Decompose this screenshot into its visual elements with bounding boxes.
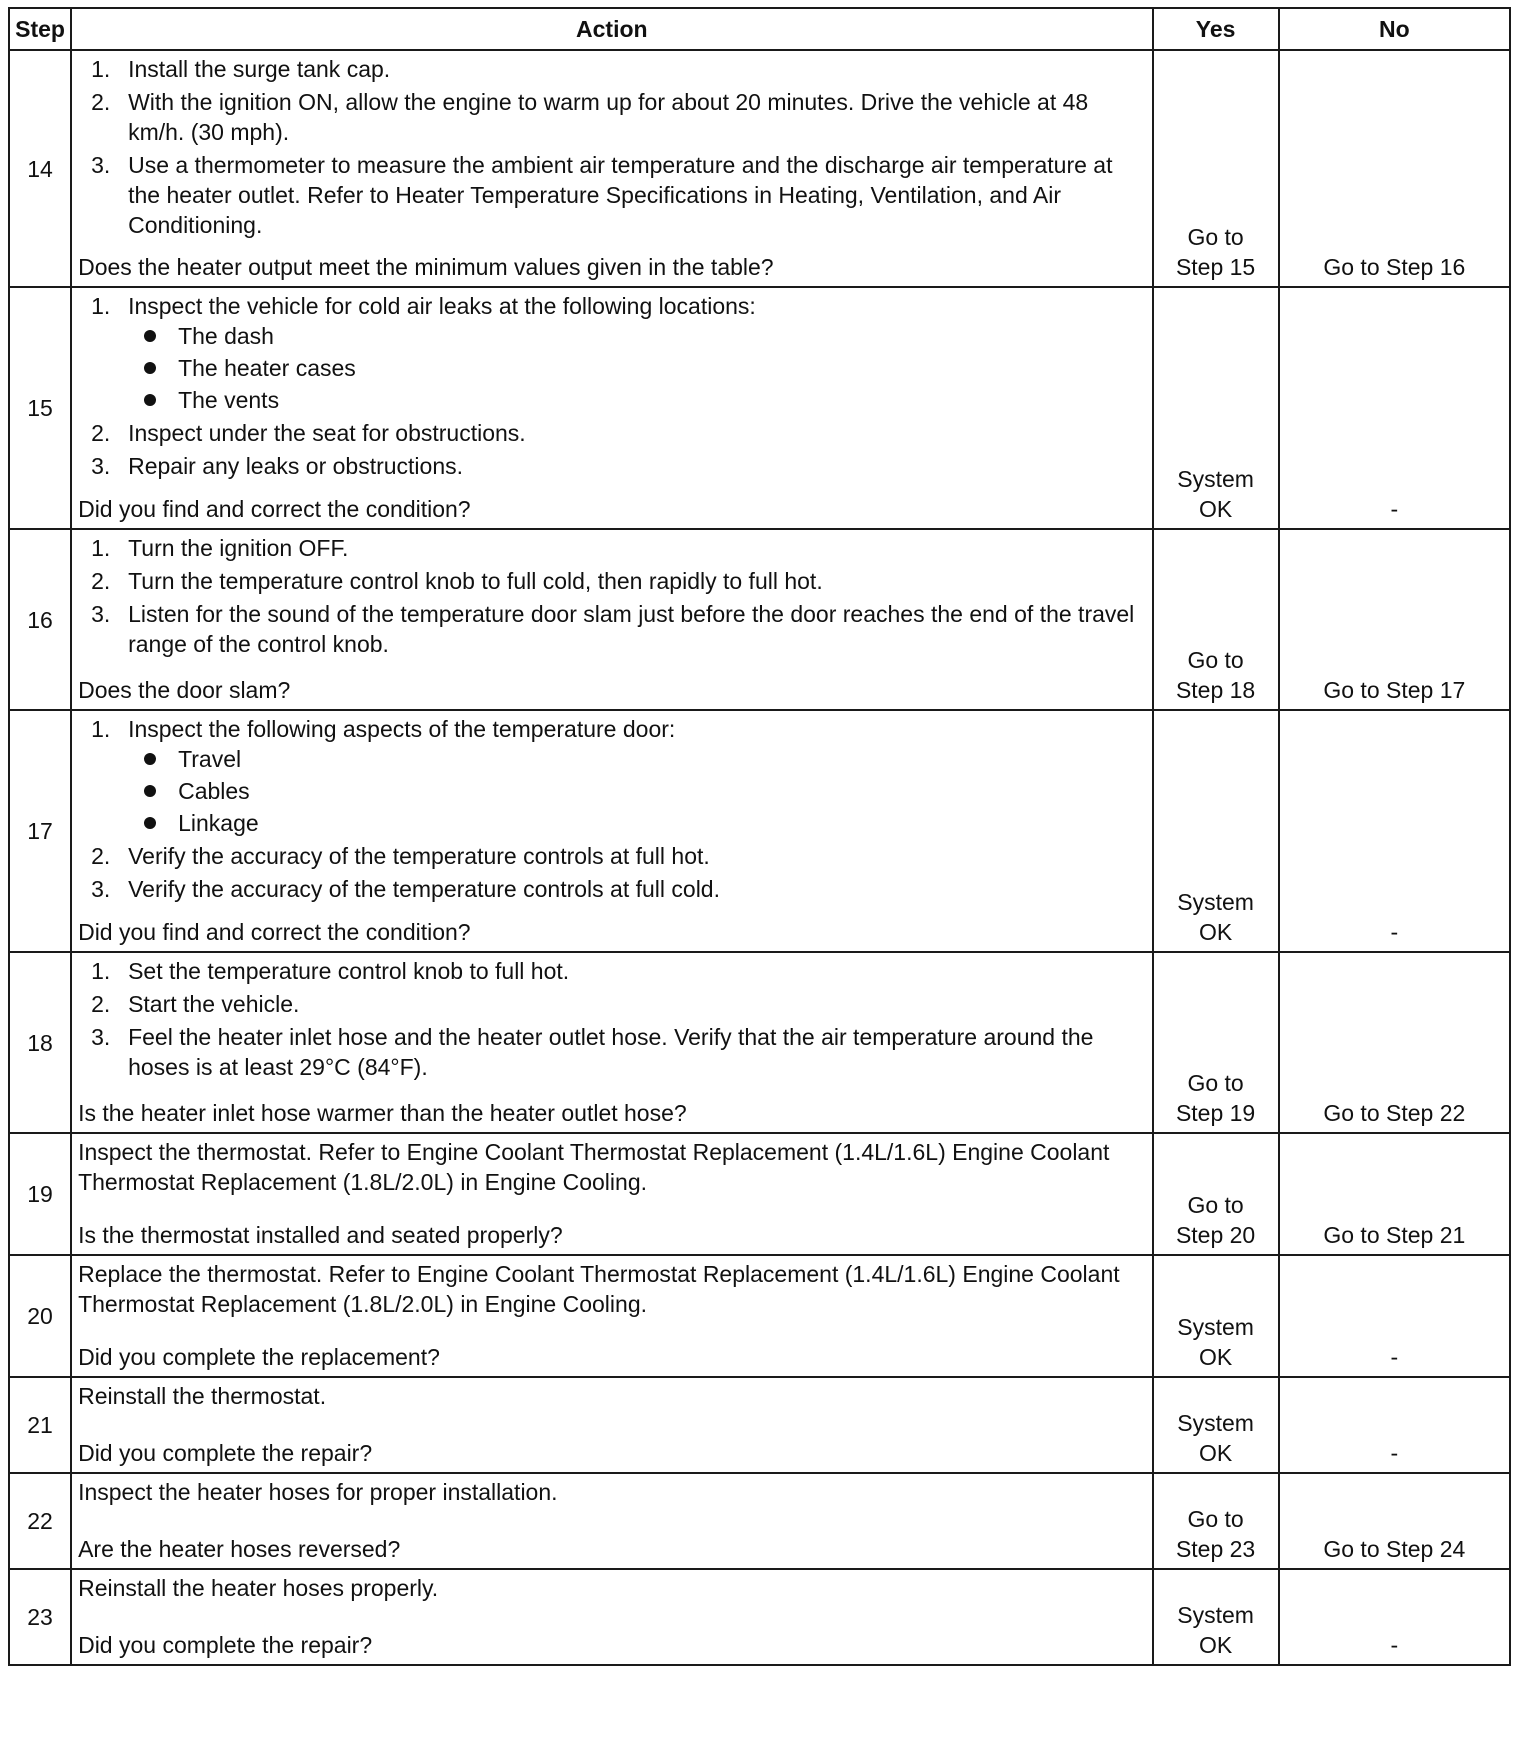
instruction-number: 3. xyxy=(91,601,111,627)
bullet-text: The heater cases xyxy=(178,355,356,381)
instruction-text: Turn the ignition OFF. xyxy=(128,535,349,561)
bullet-icon xyxy=(144,394,156,406)
table-row xyxy=(9,1473,1510,1569)
instruction-text: Inspect the following aspects of the temperature door: xyxy=(128,716,676,742)
header-action: Action xyxy=(71,8,1152,50)
instruction-text: Set the temperature control knob to full hot. xyxy=(128,958,570,984)
instruction-item xyxy=(78,841,1145,871)
instruction-item xyxy=(78,1022,1145,1082)
bullet-item xyxy=(128,385,1145,415)
instruction-item xyxy=(78,150,1145,240)
action-question: Are the heater hoses reversed? xyxy=(78,1536,401,1562)
instruction-number: 3. xyxy=(91,1024,111,1050)
action-cell xyxy=(71,1255,1152,1377)
bullet-text: Linkage xyxy=(178,810,259,836)
action-cell xyxy=(71,710,1152,952)
instruction-text: Feel the heater inlet hose and the heater outlet hose. Verify that the air temperature around the hoses is at least 29°C (84°F). xyxy=(128,1024,1094,1080)
step-number: 14 xyxy=(9,50,71,287)
bullet-item xyxy=(128,808,1145,838)
no-result: - xyxy=(1279,1569,1510,1665)
instruction-item xyxy=(78,291,1145,415)
instruction-text: Listen for the sound of the temperature door slam just before the door reaches the end of the travel range of the control knob. xyxy=(128,601,1135,657)
instruction-item xyxy=(78,874,1145,904)
instruction-text: Turn the temperature control knob to full cold, then rapidly to full hot. xyxy=(128,568,823,594)
yes-result: System OK xyxy=(1177,889,1254,945)
step-number: 21 xyxy=(9,1377,71,1473)
yes-result: Go to Step 19 xyxy=(1175,1070,1256,1126)
yes-cell xyxy=(1153,1133,1279,1255)
yes-result: Go to Step 20 xyxy=(1175,1192,1256,1248)
instruction-item xyxy=(78,54,1145,84)
yes-cell xyxy=(1153,710,1279,952)
instruction-number: 2. xyxy=(91,991,111,1017)
diagnostic-table xyxy=(8,7,1511,1666)
step-number: 16 xyxy=(9,529,71,710)
action-question: Did you complete the replacement? xyxy=(78,1344,440,1370)
bullet-item xyxy=(128,321,1145,351)
action-text: Replace the thermostat. Refer to Engine Coolant Thermostat Replacement (1.4L/1.6L) Engine Coolant Thermostat Replacement (1.8L/2.0L) in Engine Cooling. xyxy=(78,1261,1120,1317)
instruction-text: Start the vehicle. xyxy=(128,991,300,1017)
table-row xyxy=(9,287,1510,529)
instruction-number: 3. xyxy=(91,152,111,178)
instruction-item xyxy=(78,566,1145,596)
instruction-number: 3. xyxy=(91,876,111,902)
action-cell xyxy=(71,1569,1152,1665)
instruction-item xyxy=(78,533,1145,563)
no-result: Go to Step 24 xyxy=(1279,1473,1510,1569)
no-result: Go to Step 17 xyxy=(1279,529,1510,710)
instruction-item xyxy=(78,714,1145,838)
step-number: 23 xyxy=(9,1569,71,1665)
action-cell xyxy=(71,529,1152,710)
action-cell xyxy=(71,1133,1152,1255)
action-question: Did you complete the repair? xyxy=(78,1632,373,1658)
instruction-number: 2. xyxy=(91,420,111,446)
yes-result: System OK xyxy=(1177,1410,1254,1466)
action-cell xyxy=(71,952,1152,1133)
instruction-number: 1. xyxy=(91,56,111,82)
yes-result: System OK xyxy=(1177,466,1254,522)
yes-cell xyxy=(1153,1255,1279,1377)
action-text: Inspect the thermostat. Refer to Engine Coolant Thermostat Replacement (1.4L/1.6L) Engine Coolant Thermostat Replacement (1.8L/2.0L) in Engine Cooling. xyxy=(78,1139,1110,1195)
instruction-item xyxy=(78,989,1145,1019)
action-cell xyxy=(71,50,1152,287)
instruction-text: Verify the accuracy of the temperature controls at full cold. xyxy=(128,876,720,902)
instruction-text: Verify the accuracy of the temperature controls at full hot. xyxy=(128,843,710,869)
yes-result: Go to Step 18 xyxy=(1175,647,1256,703)
instruction-text: Repair any leaks or obstructions. xyxy=(128,453,464,479)
step-number: 17 xyxy=(9,710,71,952)
step-number: 22 xyxy=(9,1473,71,1569)
yes-cell xyxy=(1153,1569,1279,1665)
instruction-list xyxy=(78,956,1145,1082)
no-result: Go to Step 16 xyxy=(1279,50,1510,287)
bullet-item xyxy=(128,776,1145,806)
instruction-item xyxy=(78,451,1145,481)
bullet-item xyxy=(128,353,1145,383)
bullet-item xyxy=(128,744,1145,774)
bullet-icon xyxy=(144,330,156,342)
action-question: Does the door slam? xyxy=(78,677,291,703)
yes-result: System OK xyxy=(1177,1314,1254,1370)
instruction-list xyxy=(78,714,1145,904)
bullet-text: The dash xyxy=(178,323,274,349)
instruction-item xyxy=(78,87,1145,147)
yes-cell xyxy=(1153,529,1279,710)
instruction-text: Inspect under the seat for obstructions. xyxy=(128,420,526,446)
no-result: - xyxy=(1279,287,1510,529)
action-text: Reinstall the thermostat. xyxy=(78,1383,327,1409)
no-result: - xyxy=(1279,1255,1510,1377)
instruction-item xyxy=(78,956,1145,986)
action-question: Is the thermostat installed and seated properly? xyxy=(78,1222,563,1248)
yes-cell xyxy=(1153,1377,1279,1473)
instruction-list xyxy=(78,291,1145,481)
yes-cell xyxy=(1153,1473,1279,1569)
instruction-list xyxy=(78,533,1145,659)
action-question: Does the heater output meet the minimum values given in the table? xyxy=(78,254,774,280)
yes-cell xyxy=(1153,287,1279,529)
table-header-row xyxy=(9,8,1510,50)
bullet-text: Cables xyxy=(178,778,250,804)
step-number: 15 xyxy=(9,287,71,529)
instruction-text: Install the surge tank cap. xyxy=(128,56,391,82)
yes-result: Go to Step 23 xyxy=(1175,1506,1256,1562)
table-row xyxy=(9,1569,1510,1665)
instruction-text: Inspect the vehicle for cold air leaks at the following locations: xyxy=(128,293,756,319)
instruction-number: 1. xyxy=(91,716,111,742)
table-row xyxy=(9,50,1510,287)
bullet-text: Travel xyxy=(178,746,242,772)
no-result: - xyxy=(1279,1377,1510,1473)
instruction-number: 1. xyxy=(91,958,111,984)
action-cell xyxy=(71,287,1152,529)
instruction-text: Use a thermometer to measure the ambient air temperature and the discharge air temperature at the heater outlet. Refer to Heater Temperature Specifications in Heating, Ventilation, and Air Conditioning. xyxy=(128,152,1113,238)
table-row xyxy=(9,710,1510,952)
action-text: Reinstall the heater hoses properly. xyxy=(78,1575,439,1601)
instruction-list xyxy=(78,54,1145,240)
instruction-item xyxy=(78,418,1145,448)
action-question: Did you find and correct the condition? xyxy=(78,919,471,945)
yes-cell xyxy=(1153,952,1279,1133)
table-row xyxy=(9,1133,1510,1255)
instruction-number: 2. xyxy=(91,843,111,869)
bullet-text: The vents xyxy=(178,387,280,413)
step-number: 19 xyxy=(9,1133,71,1255)
action-text: Inspect the heater hoses for proper installation. xyxy=(78,1479,558,1505)
table-row xyxy=(9,1255,1510,1377)
instruction-item xyxy=(78,599,1145,659)
instruction-number: 1. xyxy=(91,535,111,561)
instruction-number: 2. xyxy=(91,568,111,594)
yes-result: Go to Step 15 xyxy=(1175,224,1256,280)
header-yes: Yes xyxy=(1153,8,1279,50)
bullet-icon xyxy=(144,817,156,829)
action-question: Is the heater inlet hose warmer than the heater outlet hose? xyxy=(78,1100,687,1126)
action-cell xyxy=(71,1473,1152,1569)
action-question: Did you complete the repair? xyxy=(78,1440,373,1466)
table-row xyxy=(9,529,1510,710)
action-question: Did you find and correct the condition? xyxy=(78,496,471,522)
yes-cell xyxy=(1153,50,1279,287)
bullet-list xyxy=(128,744,1145,838)
table-row xyxy=(9,952,1510,1133)
bullet-icon xyxy=(144,753,156,765)
bullet-icon xyxy=(144,785,156,797)
header-step: Step xyxy=(9,8,71,50)
bullet-icon xyxy=(144,362,156,374)
step-number: 20 xyxy=(9,1255,71,1377)
no-result: Go to Step 21 xyxy=(1279,1133,1510,1255)
instruction-text: With the ignition ON, allow the engine to warm up for about 20 minutes. Drive the vehicle at 48 km/h. (30 mph). xyxy=(128,89,1089,145)
instruction-number: 2. xyxy=(91,89,111,115)
step-number: 18 xyxy=(9,952,71,1133)
header-no: No xyxy=(1279,8,1510,50)
instruction-number: 3. xyxy=(91,453,111,479)
action-cell xyxy=(71,1377,1152,1473)
bullet-list xyxy=(128,321,1145,415)
yes-result: System OK xyxy=(1177,1602,1254,1658)
table-row xyxy=(9,1377,1510,1473)
no-result: Go to Step 22 xyxy=(1279,952,1510,1133)
instruction-number: 1. xyxy=(91,293,111,319)
no-result: - xyxy=(1279,710,1510,952)
